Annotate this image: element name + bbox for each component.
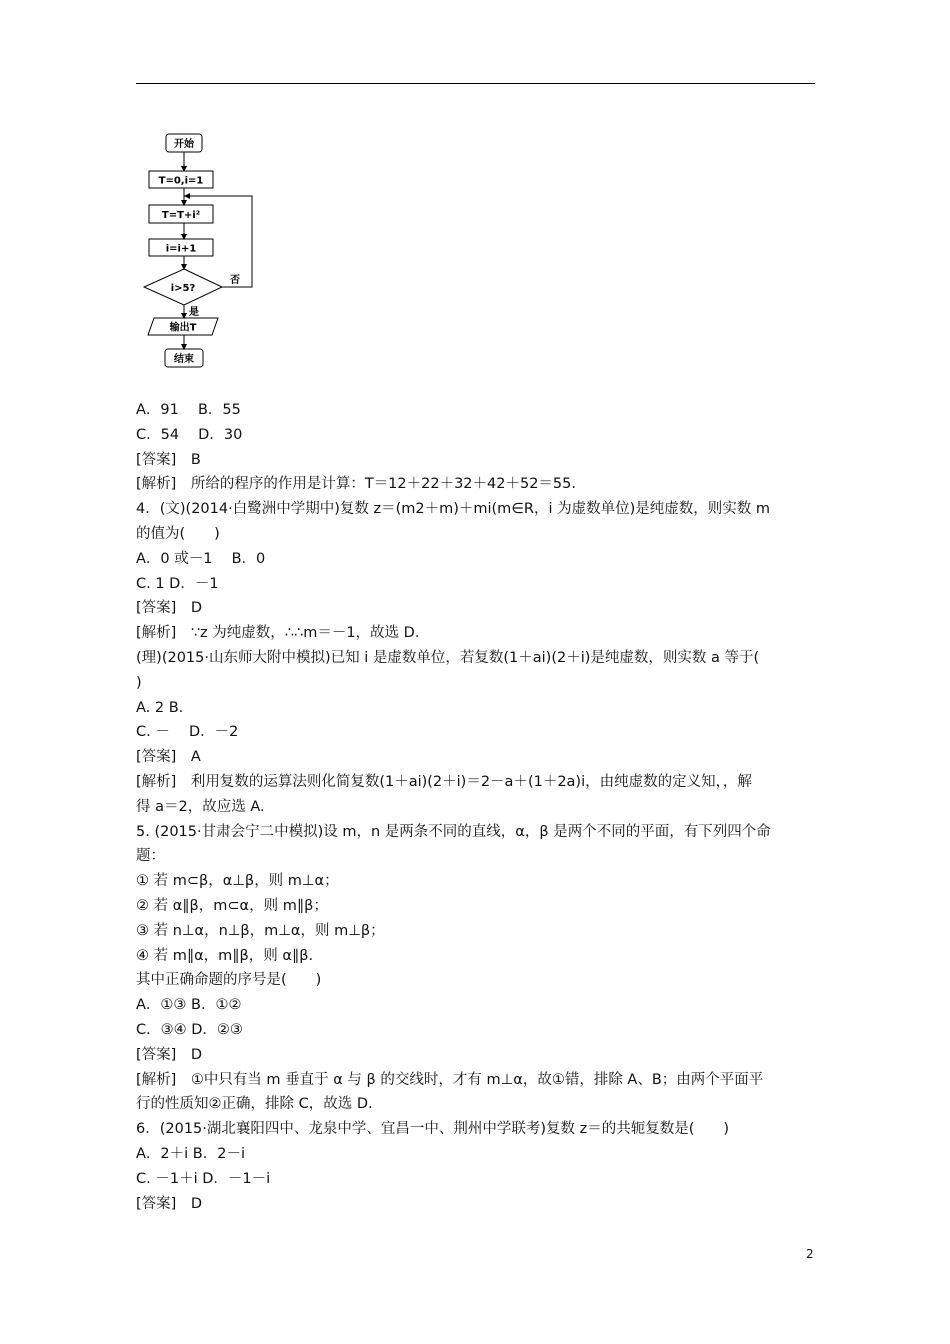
text-line: A．2＋i B．2－i (136, 1145, 245, 1162)
text-line: [解析] ①中只有当 m 垂直于 α 与 β 的交线时，才有 m⊥α，故①错，排除 A、B；由两个平面平 (136, 1071, 764, 1088)
flow-increment-label: i=i+1 (165, 243, 197, 255)
text-line: ④ 若 m∥α，m∥β，则 α∥β. (136, 947, 314, 964)
text-line: 的值为( ) (136, 525, 220, 542)
text-line: [解析] ∵z 为纯虚数，∴∴m＝－1，故选 D. (136, 625, 420, 642)
document-body (136, 398, 816, 1216)
text-line: A．91 B．55 (136, 402, 241, 418)
flow-condition-label: i>5? (170, 283, 196, 294)
text-line: 5. (2015·甘肃会宁二中模拟)设 m，n 是两条不同的直线，α，β 是两个不同的平面，有下列四个命 (136, 823, 771, 840)
flowchart (136, 128, 276, 378)
flowchart-diagram (136, 128, 276, 378)
text-line: A．①③ B．①② (136, 997, 242, 1014)
text-line: C. 1 D．－1 (136, 575, 219, 592)
flow-output-label: 输出T (169, 322, 197, 334)
text-line: [答案] D (136, 1195, 202, 1212)
text-line: ② 若 α∥β，m⊂α，则 m∥β； (136, 897, 328, 914)
flow-end-label: 结束 (174, 354, 194, 365)
text-line: [答案] B (136, 451, 201, 468)
text-line: C．③④ D．②③ (136, 1021, 243, 1038)
text-line: [答案] A (136, 749, 201, 766)
text-line: [解析] 利用复数的运算法则化简复数(1＋ai)(2＋i)＝2－a＋(1＋2a)i，由纯虚数的定义知，，解 (136, 773, 752, 790)
text-line: [解析] 所给的程序的作用是计算：T＝12＋22＋32＋42＋52＝55. (136, 476, 576, 493)
text-line: 其中正确命题的序号是( ) (136, 972, 322, 989)
flow-start-label: 开始 (174, 139, 194, 150)
flow-accumulate-label: T=T+i² (161, 210, 201, 221)
page-number: 2 (806, 1247, 814, 1261)
header-rule (136, 83, 815, 84)
flow-no-label: 否 (230, 275, 240, 286)
flow-yes-label: 是 (189, 307, 199, 318)
text-line: 得 a＝2，故应选 A. (136, 798, 265, 815)
text-line: ① 若 m⊂β，α⊥β，则 m⊥α； (136, 873, 339, 890)
text-line: C. －1＋i D．－1－i (136, 1170, 271, 1187)
text-line: [答案] D (136, 1046, 202, 1063)
text-line: 4．(文)(2014·白鹭洲中学期中)复数 z＝(m2＋m)＋mi(m∈R，i 为虚数单位)是纯虚数，则实数 m (136, 501, 771, 518)
text-line: C. － D．－2 (136, 724, 239, 741)
text-line: ) (136, 674, 142, 691)
text-line: 题： (136, 848, 165, 865)
text-line: A. 2 B. (136, 699, 184, 716)
text-line: A．0 或－1 B．0 (136, 550, 266, 567)
flow-init-label: T=0,i=1 (158, 175, 204, 187)
text-line: 行的性质知②正确，排除 C，故选 D. (136, 1096, 373, 1113)
text-line: C．54 D．30 (136, 426, 243, 443)
text-line: [答案] D (136, 600, 202, 617)
text-line: 6．(2015·湖北襄阳四中、龙泉中学、宜昌一中、荆州中学联考)复数 z＝的共轭复数是( ) (136, 1121, 730, 1138)
text-line: ③ 若 n⊥α，n⊥β，m⊥α，则 m⊥β； (136, 922, 385, 939)
text-line: (理)(2015·山东师大附中模拟)已知 i 是虚数单位，若复数(1＋ai)(2＋i)是纯虚数，则实数 a 等于( (136, 649, 760, 666)
